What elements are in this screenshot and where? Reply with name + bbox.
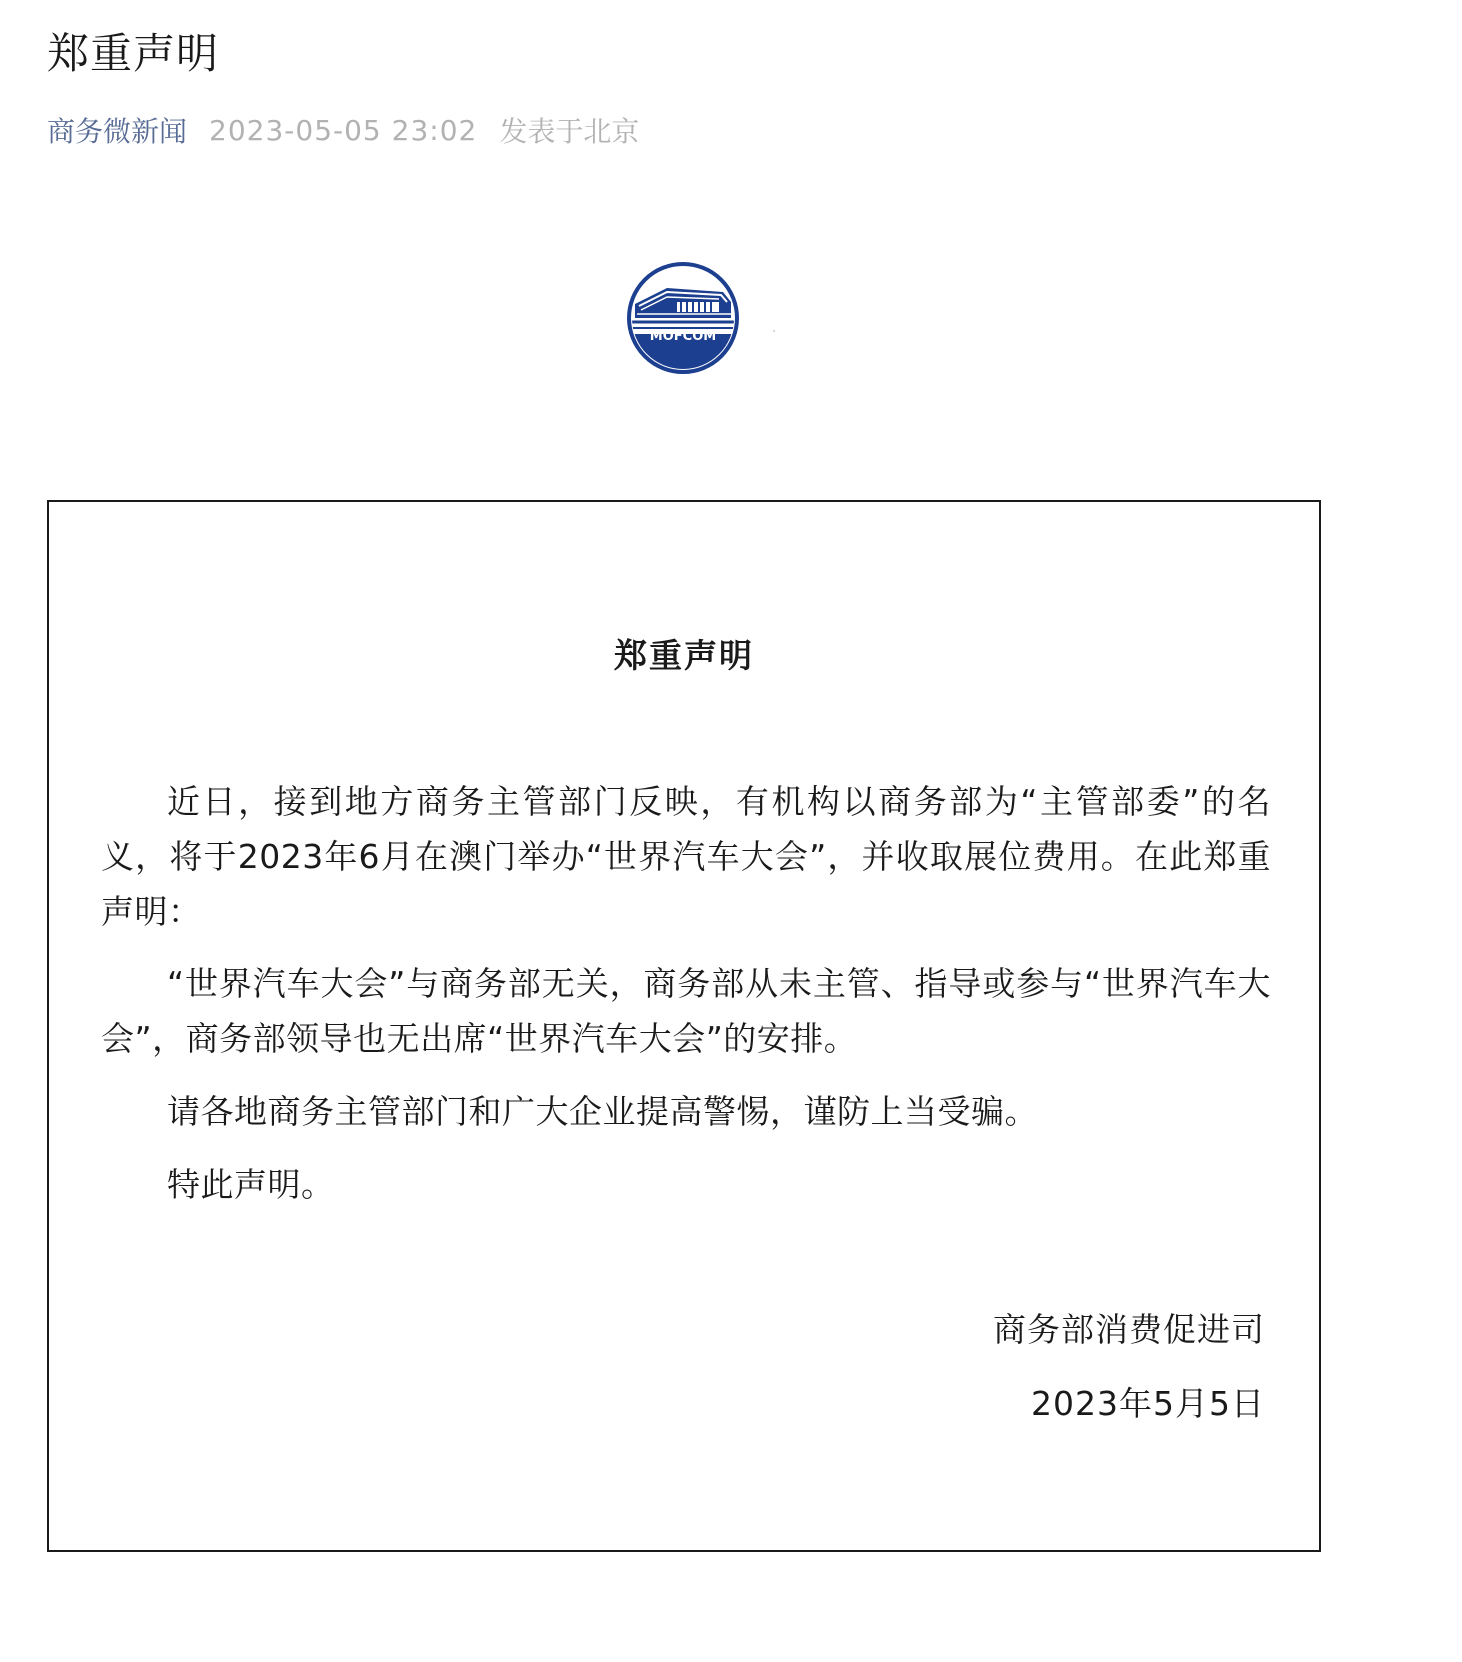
mofcom-logo-icon bbox=[627, 262, 739, 374]
image-speck bbox=[773, 330, 775, 332]
statement-box bbox=[47, 500, 1321, 1552]
statement-title: 郑重声明 bbox=[614, 636, 754, 675]
account-name-link[interactable]: 商务微新闻 bbox=[47, 115, 188, 148]
signature-organization: 商务部消费促进司 bbox=[993, 1310, 1265, 1349]
signature-date: 2023年5月5日 bbox=[1031, 1384, 1265, 1423]
article-meta bbox=[47, 108, 639, 152]
article-title: 郑重声明 bbox=[47, 29, 220, 78]
statement-paragraph: “世界汽车大会”与商务部无关，商务部从未主管、指导或参与“世界汽车大会”，商务部领导也无出席“世界汽车大会”的安排。 bbox=[101, 964, 1271, 1058]
statement-paragraph: 请各地商务主管部门和广大企业提高警惕，谨防上当受骗。 bbox=[167, 1092, 1038, 1131]
statement-paragraph: 特此声明。 bbox=[167, 1165, 335, 1204]
statement-paragraph: 近日，接到地方商务主管部门反映，有机构以商务部为“主管部委”的名义，将于2023年6月在澳门举办“世界汽车大会”，并收取展位费用。在此郑重声明： bbox=[101, 782, 1271, 931]
publish-time: 2023-05-05 23:02 bbox=[209, 113, 478, 147]
publish-location: 发表于北京 bbox=[499, 115, 640, 148]
logo-text: MOFCOM bbox=[649, 329, 717, 344]
